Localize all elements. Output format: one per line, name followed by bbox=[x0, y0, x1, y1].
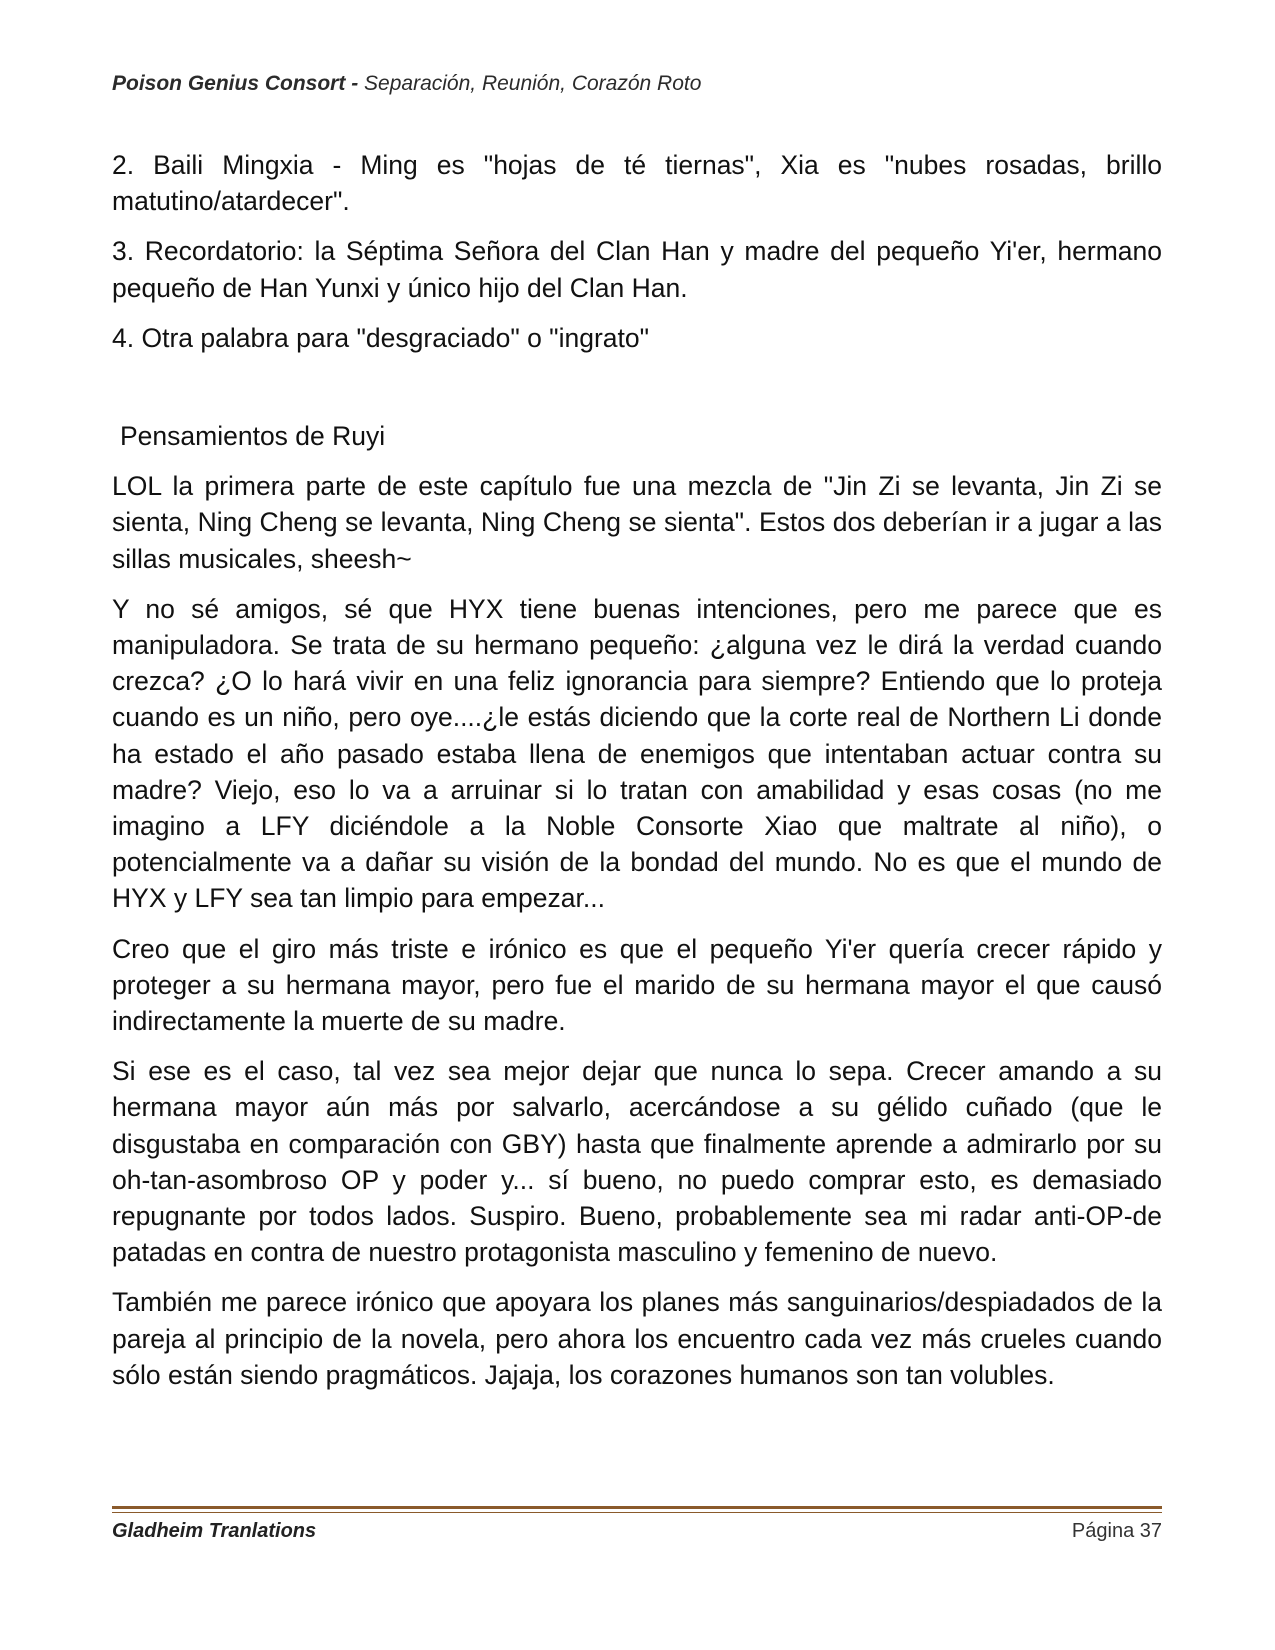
page-header bbox=[112, 72, 701, 96]
paragraph: LOL la primera parte de este capítulo fue una mezcla de "Jin Zi se levanta, Jin Zi se sienta, Ning Cheng se levanta, Ning Cheng se sienta". Estos dos deberían ir a jugar a las sillas musicales, sheesh~ bbox=[112, 471, 1162, 574]
chapter-title: Separación, Reunión, Corazón Roto bbox=[364, 72, 702, 95]
paragraph: Y no sé amigos, sé que HYX tiene buenas intenciones, pero me parece que es manipuladora. Se trata de su hermano pequeño: ¿alguna vez le dirá la verdad cuando crezca? ¿O lo hará vivir en una feliz ignorancia para siempre? Entiendo que lo proteja cuando es un niño, pero oye....¿le estás diciendo que la corte real de Northern Li donde ha estado el año pasado estaba llena de enemigos que intentaban actuar contra su madre? Viejo, eso lo va a arruinar si lo tratan con amabilidad y esas cosas (no me imagino a LFY diciéndole a la Noble Consorte Xiao que maltrate al niño), o potencialmente va a dañar su visión de la bondad del mundo. No es que el mundo de HYX y LFY sea tan limpio para empezar... bbox=[112, 593, 1162, 914]
book-title: Poison Genius Consort bbox=[112, 72, 346, 95]
paragraph: Creo que el giro más triste e irónico es que el pequeño Yi'er quería crecer rápido y proteger a su hermana mayor, pero fue el marido de su hermana mayor el que causó indirectamente la muerte de su madre. bbox=[112, 933, 1162, 1037]
footer-publisher: Gladheim Tranlations bbox=[112, 1520, 317, 1542]
footnote-3: 3. Recordatorio: la Séptima Señora del Clan Han y madre del pequeño Yi'er, hermano pequeño de Han Yunxi y único hijo del Clan Han. bbox=[112, 236, 1162, 303]
footer-divider bbox=[112, 1506, 1162, 1509]
footnote-4: 4. Otra palabra para "desgraciado" o "ingrato" bbox=[112, 322, 650, 353]
header-separator: - bbox=[345, 72, 365, 95]
page-number: Página 37 bbox=[1071, 1520, 1162, 1542]
paragraph: También me parece irónico que apoyara los planes más sanguinarios/despiadados de la pareja al principio de la novela, pero ahora los encuentro cada vez más crueles cuando sólo están siendo pragmáticos. Jajaja, los corazones humanos son tan volubles. bbox=[112, 1287, 1162, 1390]
footer-divider-thin bbox=[112, 1512, 1162, 1513]
section-heading: Pensamientos de Ruyi bbox=[120, 421, 386, 452]
page-content bbox=[112, 147, 1162, 1407]
paragraph: Si ese es el caso, tal vez sea mejor dejar que nunca lo sepa. Crecer amando a su hermana mayor aún más por salvarlo, acercándose a su gélido cuñado (que le disgustaba en comparación con GBY) hasta que finalmente aprende a admirarlo por su oh-tan-asombroso OP y poder y... sí bueno, no puedo comprar esto, es demasiado repugnante por todos lados. Suspiro. Bueno, probablemente sea mi radar anti-OP-de patadas en contra de nuestro protagonista masculino y femenino de nuevo. bbox=[112, 1056, 1162, 1268]
footnote-2: 2. Baili Mingxia - Ming es "hojas de té tiernas", Xia es "nubes rosadas, brillo matutino/atardecer". bbox=[112, 150, 1162, 217]
